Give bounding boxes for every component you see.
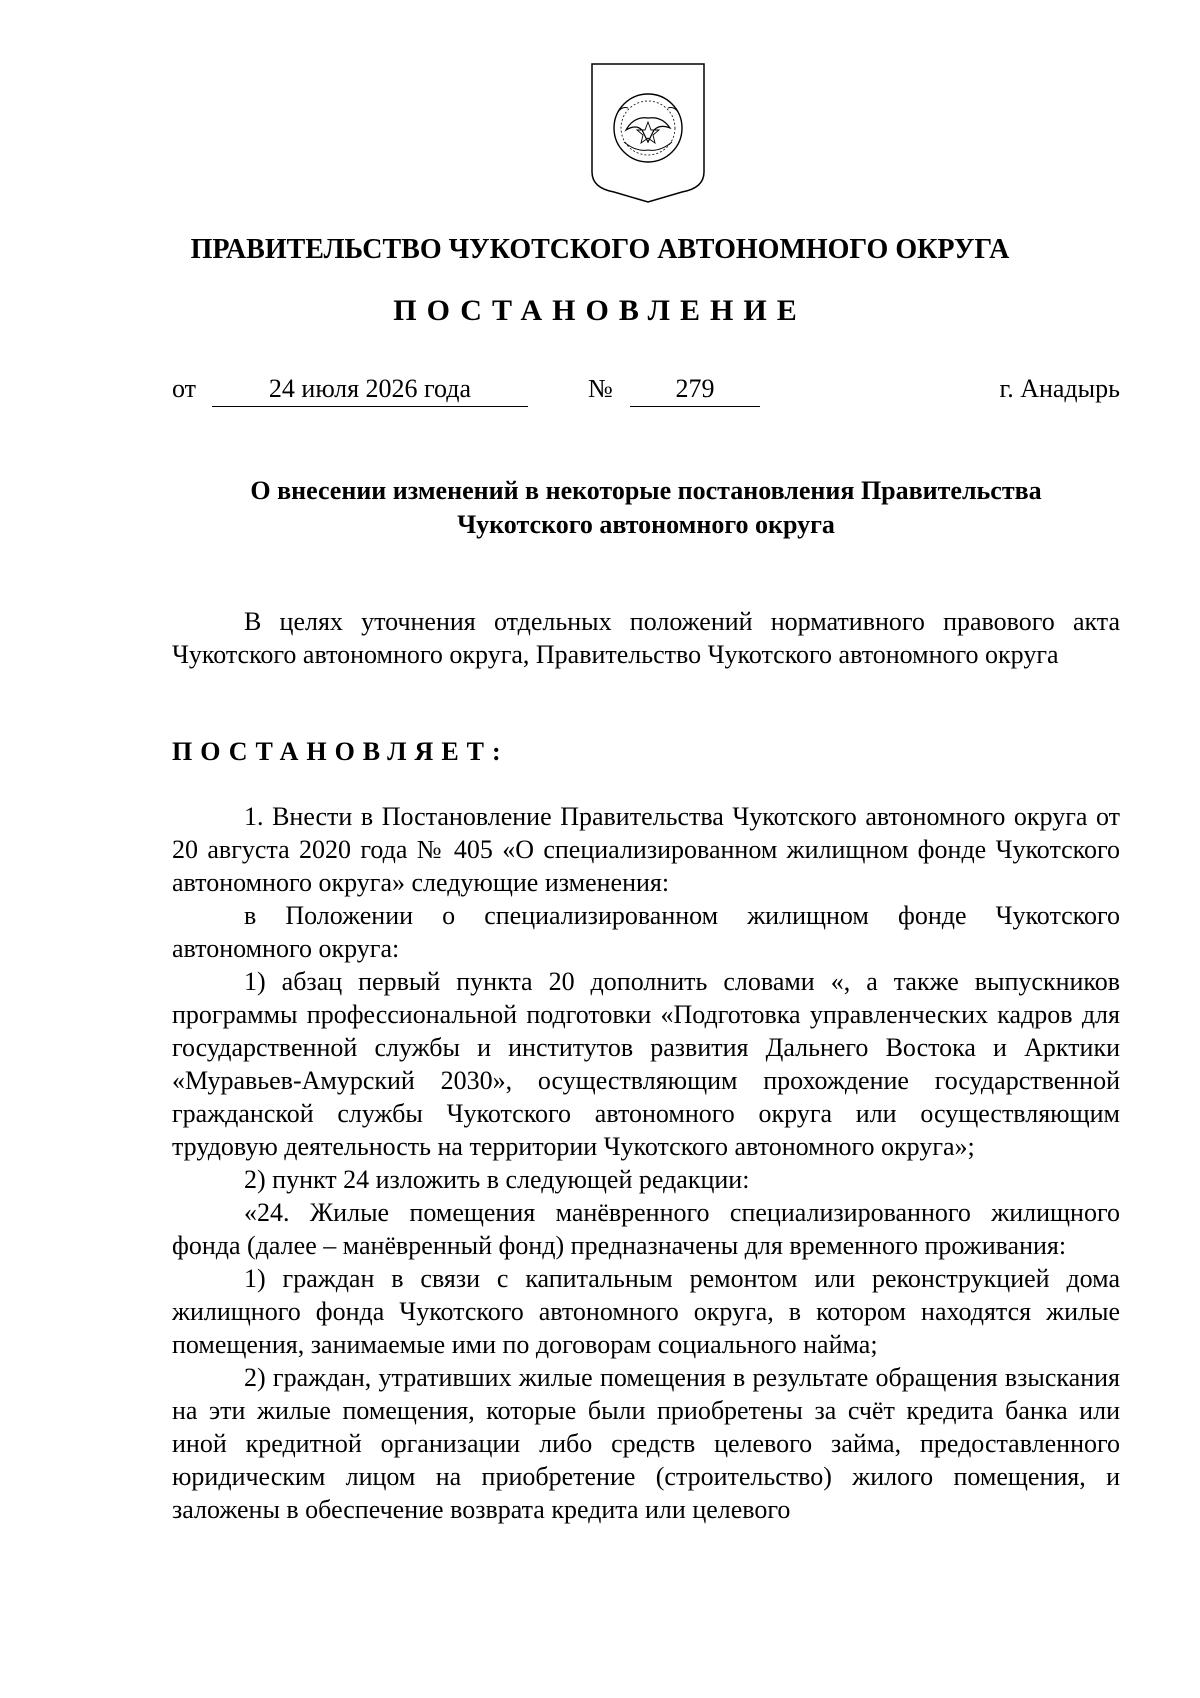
preamble-text: В целях уточнения отдельных положений нормативного правового акта Чукотского автономного округа, Правительство Чукотского автономного округа [172,607,1120,669]
paragraph: 1. Внести в Постановление Правительства Чукотского автономного округа от 20 августа 2020 года № 405 «О специализированном жилищном фонде Чукотского автономного округа» следующие изменения: [172,802,1120,897]
paragraph: «24. Жилые помещения манёвренного специализированного жилищного фонда (далее – манёвренный фонд) предназначены для временного проживания: [172,1198,1120,1260]
decree-number: 279 [630,372,760,407]
paragraph: 1) граждан в связи с капитальным ремонтом или реконструкцией дома жилищного фонда Чукотского автономного округа, в котором находятся жилые помещения, занимаемые ими по договорам социального найма; [172,1264,1120,1359]
government-name: ПРАВИТЕЛЬСТВО ЧУКОТСКОГО АВТОНОМНОГО ОКРУГА [190,234,1010,265]
paragraph: 2) пункт 24 изложить в следующей редакции: [244,1165,750,1194]
paragraph: 1) абзац первый пункта 20 дополнить словами «, а также выпускников программы профессиональной подготовки «Подготовка управленческих кадров для государственной службы и институтов развития Дальнего Востока и Арктики «Муравьев-Амурский 2030», осуществляющим прохождение государственной гражданской службы Чукотского автономного округа или осуществляющим трудовую деятельность на территории Чукотского автономного округа»; [172,967,1120,1161]
paragraph: в Положении о специализированном жилищном фонде Чукотского автономного округа: [172,901,1120,963]
decree-body [172,800,1120,1526]
city: г. Анадырь [999,374,1120,403]
decree-subject [172,474,1120,542]
coat-of-arms-emblem [588,60,708,210]
decree-meta-line [172,372,1120,412]
resolves-heading: ПОСТАНОВЛЯЕТ: [172,737,509,766]
decree-date: 24 июля 2026 года [212,372,528,407]
number-sign: № [588,374,613,403]
subject-line-2: Чукотского автономного округа [457,510,835,539]
subject-line-1: О внесении изменений в некоторые постановления Правительства [250,476,1042,505]
from-label: от [172,374,197,403]
paragraph: 2) граждан, утративших жилые помещения в результате обращения взыскания на эти жилые помещения, которые были приобретены за счёт кредита банка или иной кредитной организации либо средств целевого займа, предоставленного юридическим лицом на приобретение (строительство) жилого помещения, и заложены в обеспечение возврата кредита или целевого [172,1363,1120,1524]
document-type: ПОСТАНОВЛЕНИЕ [393,294,807,327]
preamble [172,605,1120,671]
